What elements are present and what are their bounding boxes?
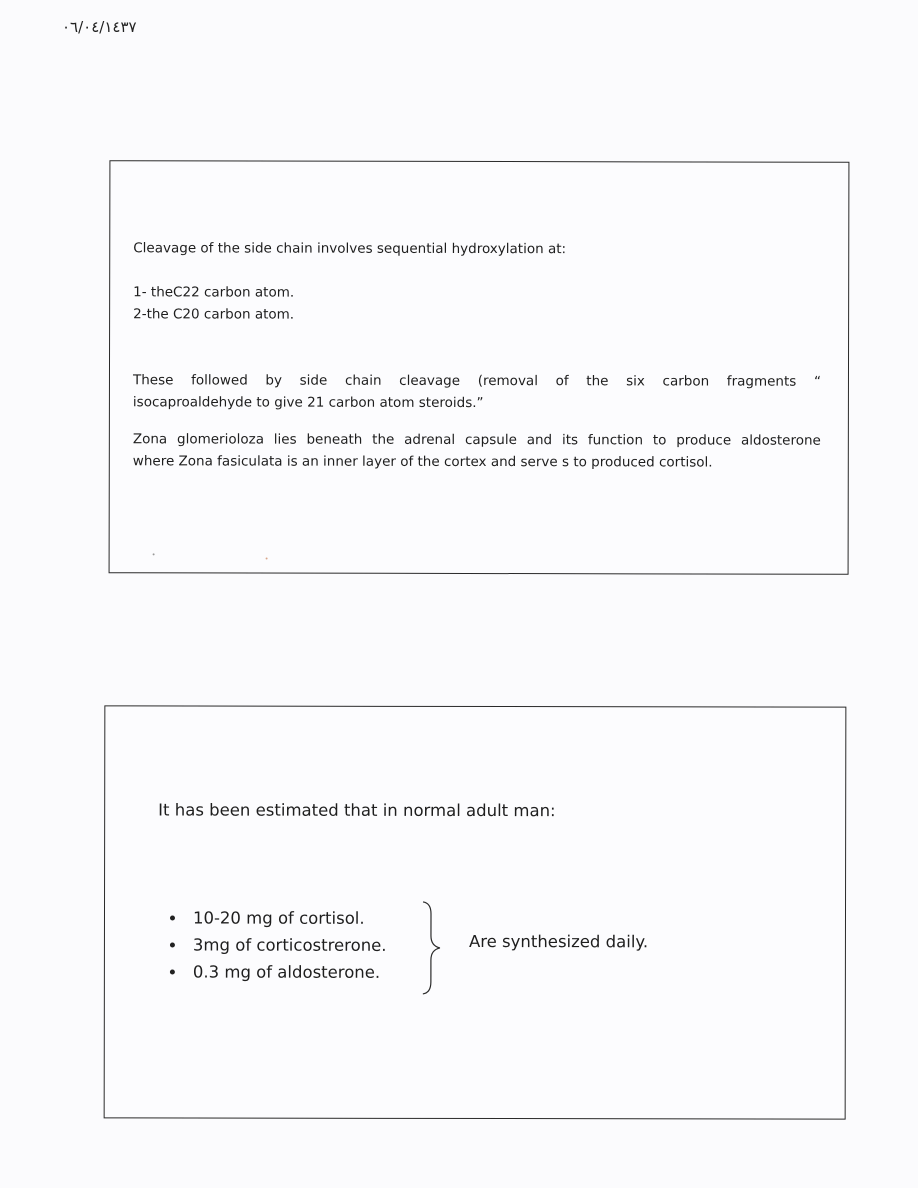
hormone-list	[163, 904, 387, 985]
list-item-text: 3mg of corticostrerone.	[192, 935, 387, 955]
list-item	[163, 931, 387, 958]
zona-paragraph-line-1: Zona glomerioloza lies beneath the adrenal capsule and its function to produce aldosterone	[132, 431, 821, 449]
slide-side-chain-cleavage	[109, 160, 850, 575]
bullet-icon	[170, 942, 175, 947]
curly-brace-icon	[420, 900, 444, 996]
zona-paragraph-line-2: where Zona fasiculata is an inner layer of the cortex and serve s to produced cortisol.	[132, 453, 713, 471]
step-2-text: 2-the C20 carbon atom.	[133, 306, 295, 323]
scan-speck	[266, 558, 268, 560]
bullet-icon	[170, 969, 175, 974]
scan-speck	[153, 553, 155, 555]
list-item-text: 10-20 mg of cortisol.	[192, 908, 365, 928]
cleavage-paragraph-line-2: isocaproaldehyde to give 21 carbon atom steroids.”	[132, 394, 484, 412]
list-item-text: 0.3 mg of aldosterone.	[192, 962, 381, 982]
result-text: Are synthesized daily.	[468, 931, 649, 952]
slide-daily-synthesis	[104, 705, 847, 1119]
list-item	[163, 904, 387, 931]
date-stamp: ٠٦/٠٤/١٤٣٧	[62, 18, 137, 36]
bullet-icon	[170, 915, 175, 920]
intro-text: Cleavage of the side chain involves sequential hydroxylation at:	[133, 240, 567, 258]
cleavage-paragraph-line-1: These followed by side chain cleavage (removal of the six carbon fragments “	[132, 372, 821, 390]
list-item	[163, 958, 387, 985]
slide-title: It has been estimated that in normal adult man:	[158, 800, 556, 821]
step-1-text: 1- theC22 carbon atom.	[133, 284, 295, 301]
